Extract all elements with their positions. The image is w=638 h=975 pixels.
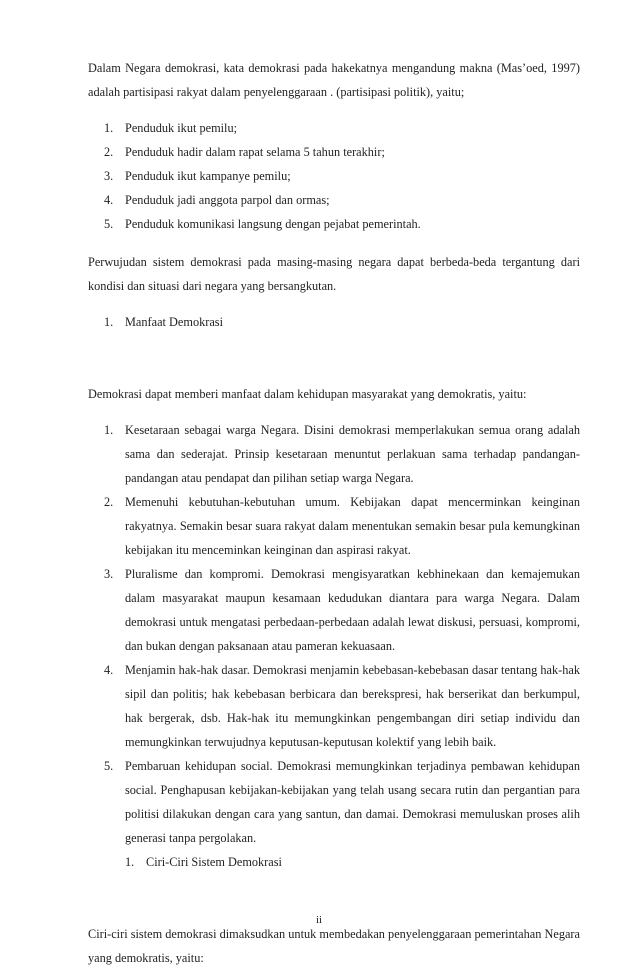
- list-item: 4. Penduduk jadi anggota parpol dan ormas;: [104, 193, 330, 207]
- list-item: 5. Penduduk komunikasi langsung dengan pejabat pemerintah.: [104, 217, 421, 231]
- paragraph-ciri-ciri: Ciri-ciri sistem demokrasi dimaksudkan untuk membedakan penyelenggaraan pemerintahan Negara yang demokratis, yaitu:: [88, 927, 580, 965]
- paragraph-partisipasi: Dalam Negara demokrasi, kata demokrasi pada hakekatnya mengandung makna (Mas’oed, 1997) adalah partisipasi rakyat dalam penyelenggaraan . (partisipasi politik), yaitu;: [88, 61, 580, 99]
- list-item: 3. Penduduk ikut kampanye pemilu;: [104, 169, 291, 183]
- section-heading: 1. Ciri-Ciri Sistem Demokrasi: [125, 855, 282, 869]
- list-item: 3. Pluralisme dan kompromi. Demokrasi mengisyaratkan kebhinekaan dan kemajemukan dalam masyarakat maupun kesamaan kedudukan diantara para warga Negara. Dalam demokrasi untuk mengatasi perbedaan-perbedaan adalah lewat diskusi, persuasi, kompromi, dan bukan dengan paksanaan atau pameran kekuasaan.: [104, 567, 580, 653]
- page-number: ii: [315, 914, 323, 926]
- list-partisipasi: [88, 116, 580, 236]
- list-manfaat: [88, 418, 580, 850]
- paragraph-perwujudan: Perwujudan sistem demokrasi pada masing-masing negara dapat berbeda-beda tergantung dari kondisi dan situasi dari negara yang bersangkutan.: [88, 255, 580, 293]
- list-item: 5. Pembaruan kehidupan social. Demokrasi memungkinkan terjadinya pembawan kehidupan social. Penghapusan kebijakan-kebijakan yang telah usang secara rutin dan pergantian para politisi dilakukan dengan cara yang santun, dan damai. Demokrasi memuluskan proses alih generasi tanpa pergolakan.: [104, 759, 580, 845]
- list-item: 2. Penduduk hadir dalam rapat selama 5 tahun terakhir;: [104, 145, 385, 159]
- heading-manfaat-demokrasi: [88, 310, 580, 334]
- list-item: 1. Penduduk ikut pemilu;: [104, 121, 238, 135]
- list-item: 4. Menjamin hak-hak dasar. Demokrasi menjamin kebebasan-kebebasan dasar tentang hak-hak sipil dan politis; hak kebebasan berbicara dan berekspresi, hak berserikat dan berkumpul, hak bergerak, dsb. Hak-hak itu memungkinkan pengembangan diri setiap individu dan memungkinkan terwujudnya keputusan-keputusan kolektif yang lebih baik.: [104, 663, 580, 749]
- section-heading: 1. Manfaat Demokrasi: [104, 315, 223, 329]
- paragraph-manfaat: Demokrasi dapat memberi manfaat dalam kehidupan masyarakat yang demokratis, yaitu:: [88, 387, 527, 401]
- list-item: 1. Kesetaraan sebagai warga Negara. Disini demokrasi memperlakukan semua orang adalah sama dan sederajat. Prinsip kesetaraan menuntut perlakuan sama terhadap pandangan-pandangan atau pendapat dan pilihan setiap warga Negara.: [104, 423, 580, 485]
- list-item: 2. Memenuhi kebutuhan-kebutuhan umum. Kebijakan dapat mencerminkan keinginan rakyatnya. Semakin besar suara rakyat dalam menentukan semakin besar pula kemungkinan kebijakan itu menceminkan keinginan dan aspirasi rakyat.: [104, 495, 580, 557]
- heading-ciri-ciri: [88, 850, 580, 874]
